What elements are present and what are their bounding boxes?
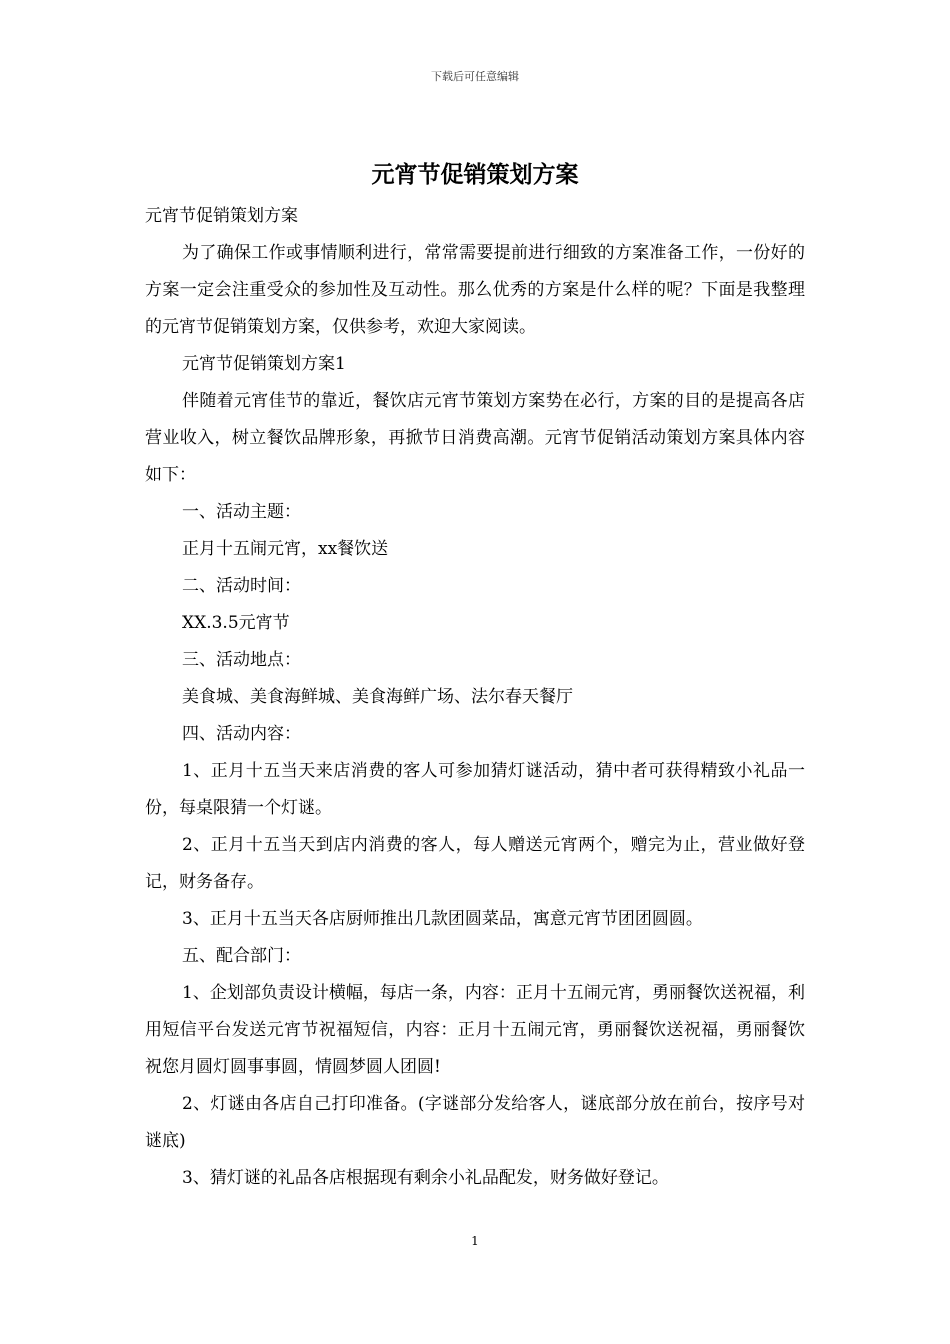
list-item: 2、正月十五当天到店内消费的客人，每人赠送元宵两个，赠完为止，营业做好登记，财务备存。 [145,835,805,892]
list-item: 3、猜灯谜的礼品各店根据现有剩余小礼品配发，财务做好登记。 [182,1168,669,1188]
list-item: XX.3.5元宵节 [182,613,290,633]
list-item: 正月十五闹元宵，xx餐饮送 [182,539,389,559]
list-heading: 二、活动时间： [182,576,301,596]
document-title: 元宵节促销策划方案 [371,161,579,188]
header-note: 下载后可任意编辑 [431,70,519,83]
document-body [145,198,805,1197]
list-heading: 三、活动地点： [182,650,301,670]
list-item: 3、正月十五当天各店厨师推出几款团圆菜品，寓意元宵节团团圆圆。 [182,909,703,929]
intro-paragraph: 为了确保工作或事情顺利进行，常常需要提前进行细致的方案准备工作，一份好的方案一定会注重受众的参加性及互动性。那么优秀的方案是什么样的呢？下面是我整理的元宵节促销策划方案，仅供参考，欢迎大家阅读。 [145,243,805,337]
list-item: 1、正月十五当天来店消费的客人可参加猜灯谜活动，猜中者可获得精致小礼品一份，每桌限猜一个灯谜。 [145,761,805,818]
list-heading: 一、活动主题： [182,502,301,522]
body-paragraph: 伴随着元宵佳节的靠近，餐饮店元宵节策划方案势在必行，方案的目的是提高各店营业收入，树立餐饮品牌形象，再掀节日消费高潮。元宵节促销活动策划方案具体内容如下： [145,391,805,485]
subtitle-paragraph: 元宵节促销策划方案 [145,206,298,226]
list-item: 1、企划部负责设计横幅，每店一条，内容：正月十五闹元宵，勇丽餐饮送祝福，利用短信平台发送元宵节祝福短信，内容：正月十五闹元宵，勇丽餐饮送祝福，勇丽餐饮祝您月圆灯圆事事圆，情圆梦圆人团圆! [145,983,805,1077]
section-heading: 元宵节促销策划方案1 [182,354,346,374]
list-heading: 四、活动内容： [182,724,301,744]
list-item: 2、灯谜由各店自己打印准备。(字谜部分发给客人，谜底部分放在前台，按序号对谜底) [145,1094,805,1151]
list-heading: 五、配合部门： [182,946,301,966]
page-number: 1 [471,1234,479,1248]
list-item: 美食城、美食海鲜城、美食海鲜广场、法尔春天餐厅 [182,687,573,707]
